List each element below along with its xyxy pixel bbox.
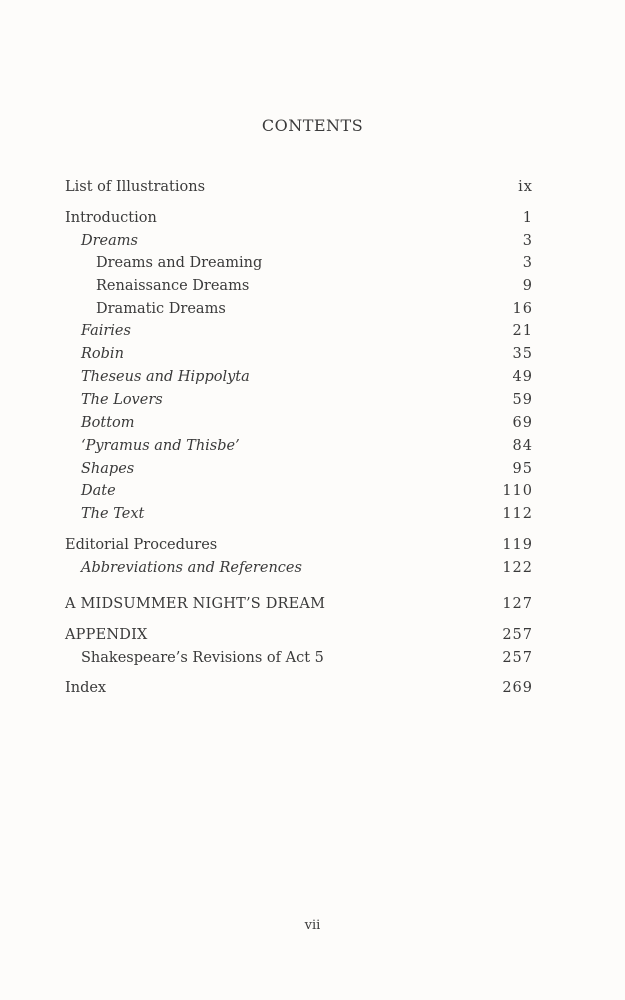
toc-entry-page: 35 bbox=[512, 346, 533, 362]
toc-entry-robin[interactable] bbox=[0, 343, 625, 365]
toc-entry-the-text[interactable] bbox=[0, 503, 625, 525]
toc-entry-index[interactable] bbox=[0, 677, 625, 699]
toc-entry-page: 95 bbox=[512, 461, 533, 477]
toc-entry-appendix[interactable] bbox=[0, 624, 625, 646]
toc-entry-renaissance-dreams[interactable] bbox=[0, 275, 625, 297]
contents-heading: CONTENTS bbox=[261, 116, 364, 135]
toc-entry-label: ‘Pyramus and Thisbe’ bbox=[81, 438, 240, 454]
page-number: vii bbox=[304, 918, 321, 933]
toc-entry-label: Dramatic Dreams bbox=[96, 301, 226, 317]
toc-entry-page: 49 bbox=[512, 369, 533, 385]
toc-entry-label: The Lovers bbox=[81, 392, 163, 408]
toc-entry-pyramus-and-thisbe[interactable] bbox=[0, 435, 625, 457]
toc-entry-label: Renaissance Dreams bbox=[96, 278, 250, 294]
toc-entry-label: A MIDSUMMER NIGHT’S DREAM bbox=[65, 596, 326, 612]
toc-entry-page: 84 bbox=[512, 438, 533, 454]
toc-entry-page: 112 bbox=[502, 506, 533, 522]
toc-entry-page: 119 bbox=[502, 537, 533, 553]
toc-entry-page: 269 bbox=[502, 680, 533, 696]
toc-entry-page: 1 bbox=[522, 210, 533, 226]
toc-entry-label: List of Illustrations bbox=[65, 179, 206, 195]
toc-entry-label: Abbreviations and References bbox=[81, 560, 302, 576]
toc-entry-label: Fairies bbox=[81, 323, 131, 339]
toc-entry-shapes[interactable] bbox=[0, 458, 625, 480]
toc-entry-page: 69 bbox=[512, 415, 533, 431]
toc-entry-label: Index bbox=[65, 680, 107, 696]
toc-entry-label: Date bbox=[81, 483, 116, 499]
toc-entry-page: 59 bbox=[512, 392, 533, 408]
toc-entry-label: APPENDIX bbox=[65, 627, 148, 643]
toc-entry-a-midsummer-nights-dream[interactable] bbox=[0, 593, 625, 615]
toc-entry-page: 3 bbox=[522, 233, 533, 249]
toc-entry-the-lovers[interactable] bbox=[0, 389, 625, 411]
toc-entry-page: 257 bbox=[502, 627, 533, 643]
toc-entry-page: 257 bbox=[502, 650, 533, 666]
toc-entry-label: Shapes bbox=[81, 461, 135, 477]
toc-entry-label: Bottom bbox=[81, 415, 135, 431]
toc-entry-page: 9 bbox=[522, 278, 533, 294]
toc-entry-introduction[interactable] bbox=[0, 207, 625, 229]
toc-entry-list-of-illustrations[interactable] bbox=[0, 176, 625, 198]
toc-entry-page: 110 bbox=[502, 483, 533, 499]
toc-entry-label: The Text bbox=[81, 506, 145, 522]
toc-entry-label: Editorial Procedures bbox=[65, 537, 218, 553]
toc-entry-bottom[interactable] bbox=[0, 412, 625, 434]
toc-entry-label: Robin bbox=[81, 346, 124, 362]
toc-entry-shakespeares-revisions[interactable] bbox=[0, 647, 625, 669]
toc-entry-page: 122 bbox=[502, 560, 533, 576]
toc-entry-date[interactable] bbox=[0, 480, 625, 502]
toc-entry-page: 21 bbox=[512, 323, 533, 339]
toc-entry-page: ix bbox=[518, 179, 533, 195]
toc-entry-page: 127 bbox=[502, 596, 533, 612]
toc-entry-fairies[interactable] bbox=[0, 320, 625, 342]
toc-entry-label: Dreams bbox=[81, 233, 138, 249]
toc-entry-label: Shakespeare’s Revisions of Act 5 bbox=[81, 650, 324, 666]
toc-entry-abbreviations-and-references[interactable] bbox=[0, 557, 625, 579]
toc-entry-dreams[interactable] bbox=[0, 230, 625, 252]
toc-entry-page: 3 bbox=[522, 255, 533, 271]
toc-entry-dramatic-dreams[interactable] bbox=[0, 298, 625, 320]
toc-entry-page: 16 bbox=[512, 301, 533, 317]
toc-entry-dreams-and-dreaming[interactable] bbox=[0, 252, 625, 274]
toc-entry-label: Theseus and Hippolyta bbox=[81, 369, 250, 385]
toc-entry-label: Introduction bbox=[65, 210, 157, 226]
toc-entry-theseus-and-hippolyta[interactable] bbox=[0, 366, 625, 388]
toc-entry-label: Dreams and Dreaming bbox=[96, 255, 263, 271]
toc-entry-editorial-procedures[interactable] bbox=[0, 534, 625, 556]
